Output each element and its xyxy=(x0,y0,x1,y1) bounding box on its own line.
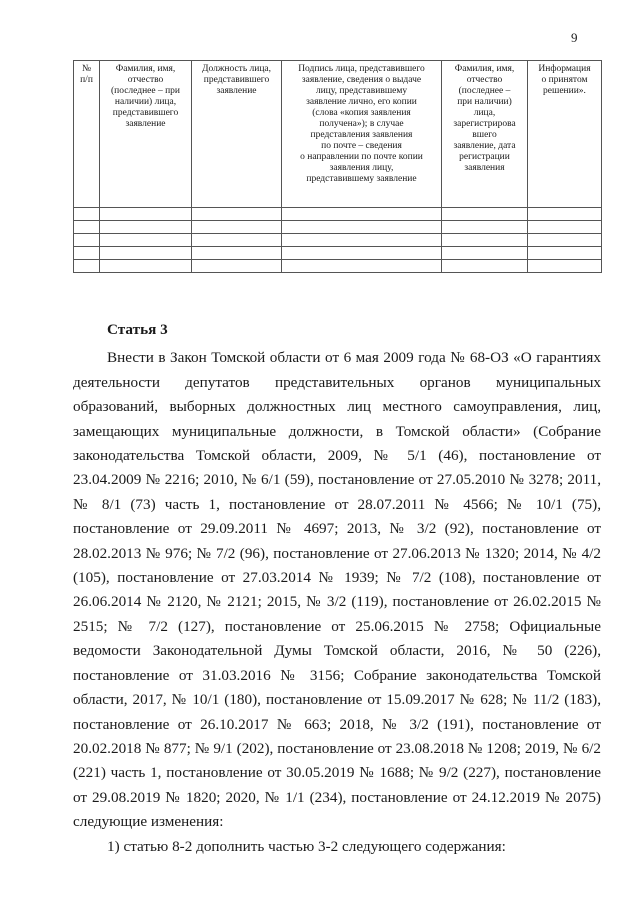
page-number: 9 xyxy=(571,30,578,45)
table-row xyxy=(74,221,602,234)
table-header-row xyxy=(74,61,602,208)
header-cell-signature: Подпись лица, представившего заявление, сведения о выдаче лицу, представившему заявление лично, его копии (слова «копия заявления получена»); в случае представления заявления по почте – сведения о направлении по почте копии заявления лицу, представившему заявление xyxy=(282,61,442,208)
header-cell-decision-info: Информация о принятом решении». xyxy=(528,61,602,208)
header-cell-registrar-name: Фамилия, имя, отчество (последнее – при наличии) лица, зарегистрирова вшего заявление, дата регистрации заявления xyxy=(442,61,528,208)
registration-table xyxy=(73,60,602,273)
table-row xyxy=(74,260,602,273)
table-row xyxy=(74,208,602,221)
table-row xyxy=(74,247,602,260)
header-cell-applicant-name: Фамилия, имя, отчество (последнее – при наличии) лица, представившего заявление xyxy=(100,61,192,208)
article-section xyxy=(73,318,601,859)
article-heading: Статья 3 xyxy=(107,321,168,338)
header-cell-applicant-position: Должность лица, представившего заявление xyxy=(192,61,282,208)
article-paragraph: Внести в Закон Томской области от 6 мая 2009 года № 68-ОЗ «О гарантиях деятельности депутатов представительных органов муниципальных образований, выборных должностных лиц местного самоуправления, лиц, замещающих муниципальные должности, в Томской области» (Собрание законодательства Томской области, 2009, № 5/1 (46), постановление от 23.04.2009 № 2216; 2010, № 6/1 (59), постановление от 27.05.2010 № 3278; 2011, № 8/1 (73) часть 1, постановление от 28.07.2011 № 4566; № 10/1 (75), постановление от 29.09.2011 № 4697; 2013, № 3/2 (92), постановление от 28.02.2013 № 976; № 7/2 (96), постановление от 27.06.2013 № 1320; 2014, № 4/2 (105), постановление от 27.03.2014 № 1939; № 7/2 (108), постановление от 26.06.2014 № 2120, № 2121; 2015, № 3/2 (119), постановление от 26.02.2015 № 2515; № 7/2 (127), постановление от 25.06.2015 № 2758; Официальные ведомости Законодательной Думы Томской области, 2016, № 50 (226), постановление от 31.03.2016 № 3156; Собрание законодательства Томской области, 2017, № 10/1 (180), постановление от 15.09.2017 № 628; № 11/2 (183), постановление от 26.10.2017 № 663; 2018, № 3/2 (191), постановление от 20.02.2018 № 877; № 9/1 (202), постановление от 23.08.2018 № 1208; 2019, № 6/2 (221) часть 1, постановление от 30.05.2019 № 1688; № 9/2 (227), постановление от 29.08.2019 № 1820; 2020, № 1/1 (234), постановление от 24.12.2019 № 2075) следующие изменения: xyxy=(73,349,601,831)
header-cell-number: № п/п xyxy=(74,61,100,208)
table-row xyxy=(74,234,602,247)
amendment-item: 1) статью 8-2 дополнить частью 3-2 следующего содержания: xyxy=(107,837,506,855)
